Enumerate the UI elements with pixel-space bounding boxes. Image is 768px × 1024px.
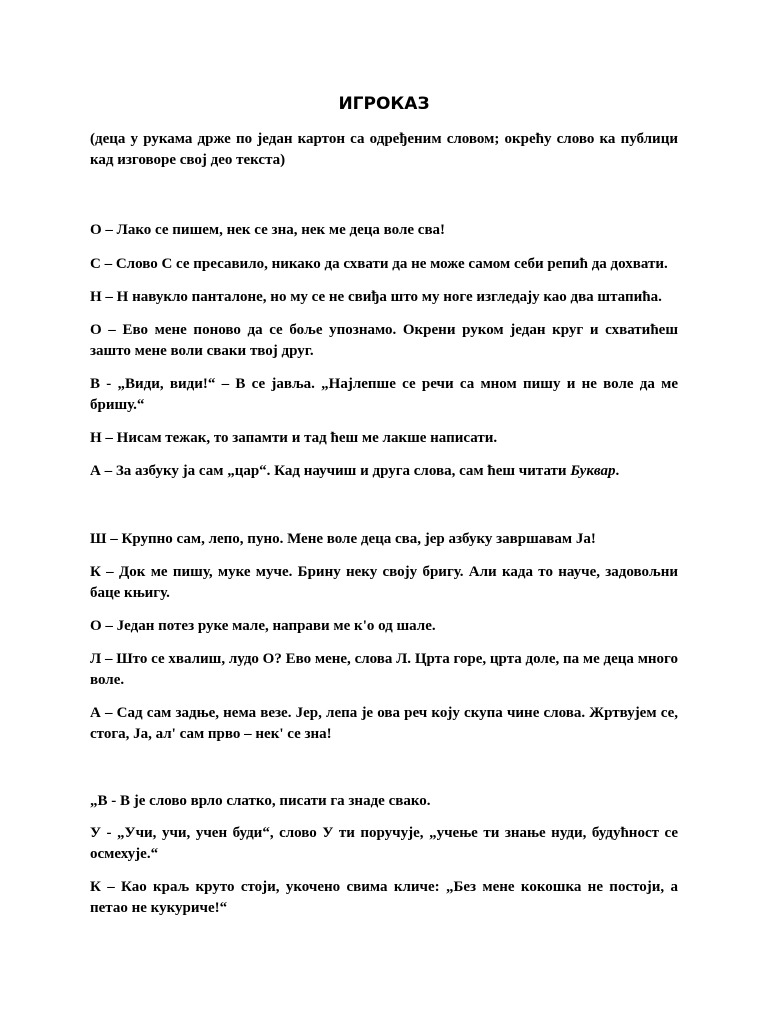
- italic-suffix: .: [615, 463, 620, 479]
- italic-word: Буквар: [570, 463, 616, 479]
- paragraph-o-3: О – Један потез руке мале, направи ме к'о од шале.: [90, 618, 436, 634]
- stage-direction: (деца у рукама држе по један картон са одређеним словом; окрећу слово ка публици кад изговоре свој део текста): [90, 131, 678, 168]
- paragraph-v-1: В - „Види, види!“ – В се јавља. „Најлепше се речи са мном пишу и не воле да ме бришу.“: [90, 376, 678, 413]
- paragraph-a-2: А – Сад сам задње, нема везе. Јер, лепа је ова реч коју скупа чине слова. Жртвујем се, стога, Ја, ал' сам прво – нек' се зна!: [90, 705, 678, 742]
- paragraph-a-1-text: А – За азбуку ја сам „цар“. Кад научиш и друга слова, сам ћеш читати: [90, 463, 571, 479]
- paragraph-o-2: О – Ево мене поново да се боље упознамо. Окрени руком један круг и схватићеш зашто мене воли сваки твој друг.: [90, 322, 678, 359]
- paragraph-s: С – Слово С се пресавило, никако да схвати да не може самом себи репић да дохвати.: [90, 256, 668, 272]
- paragraph-u: У - „Учи, учи, учен буди“, слово У ти поручује, „учење ти знање нуди, будућност се осмехује.“: [90, 825, 678, 862]
- paragraph-l: Л – Што се хвалиш, лудо О? Ево мене, слова Л. Црта горе, црта доле, па ме деца много воле.: [90, 651, 678, 688]
- paragraph-v-2: „В - В је слово врло слатко, писати га знаде свако.: [90, 793, 431, 809]
- paragraph-o-1: О – Лако се пишем, нек се зна, нек ме деца воле сва!: [90, 222, 446, 238]
- paragraph-a-1: [90, 461, 678, 482]
- paragraph-n-2: Н – Нисам тежак, то запамти и тад ћеш ме лакше написати.: [90, 430, 498, 446]
- paragraph-k-1: К – Док ме пишу, муке муче. Брину неку своју бригу. Али када то науче, задовољни баце књигу.: [90, 564, 678, 601]
- paragraph-sh: Ш – Крупно сам, лепо, пуно. Мене воле деца сва, јер азбуку завршавам Ја!: [90, 531, 596, 547]
- document-title: ИГРОКАЗ: [338, 94, 430, 114]
- paragraph-n-1: Н – Н навукло панталоне, но му се не свиђа што му ноге изгледају као два штапића.: [90, 289, 662, 305]
- paragraph-k-2: К – Као краљ круто стоји, укочено свима кличе: „Без мене кокошка не постоји, а петао не кукуриче!“: [90, 879, 678, 916]
